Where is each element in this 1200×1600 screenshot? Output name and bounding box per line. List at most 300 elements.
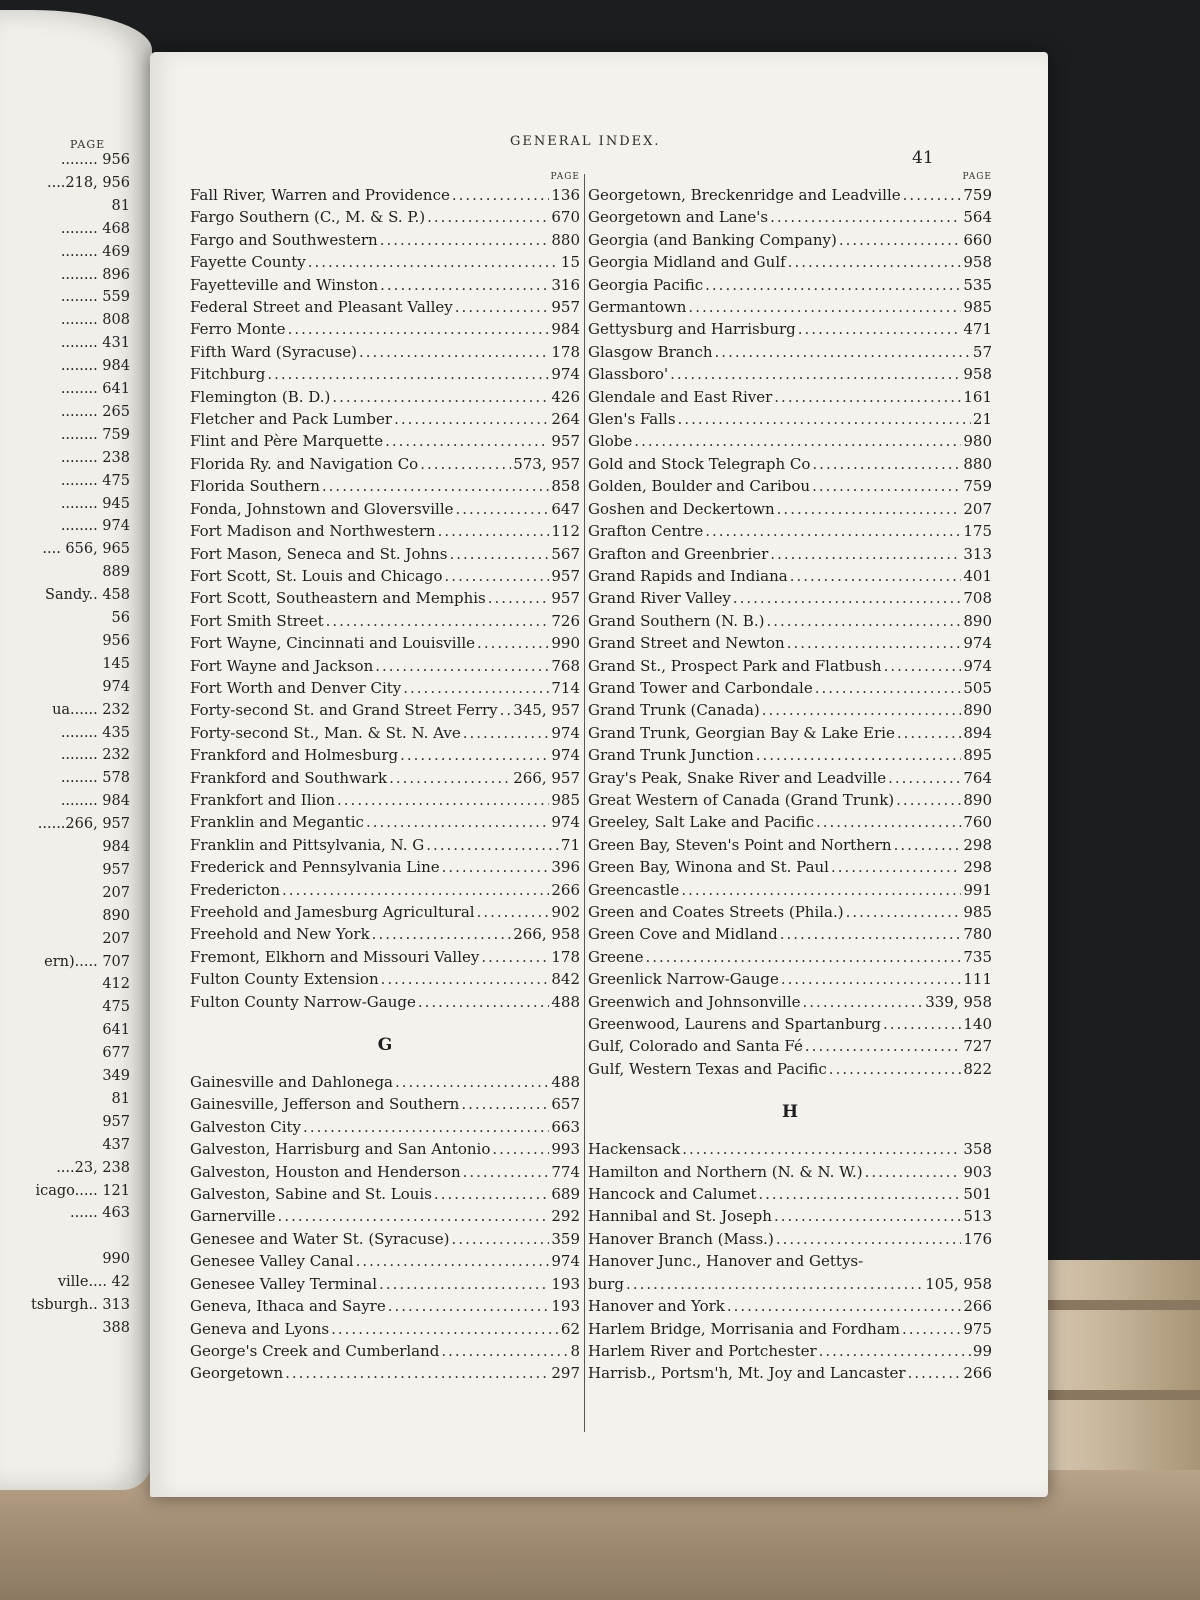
dot-leader [400,744,549,766]
section-letter-h: H [781,1102,799,1123]
entry-page: 974 [551,365,580,384]
index-entry [588,856,992,878]
entry-page: 99 [972,1341,992,1360]
entry-name: Flint and Père Marquette [190,432,384,451]
dot-leader [758,1183,961,1205]
dot-leader [715,341,971,363]
entry-name: Grand Southern (N. B.) [588,611,765,630]
dot-leader [770,206,961,228]
entry-name: Galveston, Houston and Henderson [190,1162,461,1181]
entry-name: Fort Wayne, Cincinnati and Louisville [190,634,476,653]
facing-page-fragment: 56 [111,610,130,626]
dot-leader [420,453,511,475]
dot-leader [285,1362,549,1384]
entry-name: Glen's Falls [588,410,676,429]
dot-leader [463,1161,550,1183]
index-entry [190,610,580,632]
facing-page-fragment: ...... 463 [70,1205,130,1222]
index-entry [190,453,580,475]
entry-name: Fargo and Southwestern [190,230,378,249]
entry-name: Glassboro' [588,365,669,384]
index-entry [588,475,992,497]
page-number: 41 [912,148,934,168]
entries-g-continued [588,184,992,1080]
index-entry [588,206,992,228]
entry-page: 57 [972,342,992,361]
index-entry [190,699,580,721]
dot-leader [308,251,559,273]
entry-name: Hanover and York [588,1297,725,1316]
entry-page: 573, 957 [513,454,580,473]
facing-page-fragment: 388 [102,1319,130,1336]
entry-name: Fulton County Extension [190,970,379,989]
entry-page: 768 [551,656,580,675]
dot-leader [359,341,549,363]
index-entry [190,1295,580,1317]
index-entry [190,811,580,833]
facing-page-fragment: icago..... 121 [35,1182,130,1199]
dot-leader [888,767,961,789]
entry-page: 858 [551,477,580,496]
index-entry [190,1138,580,1160]
facing-page-fragment: 475 [102,999,130,1016]
dot-leader [380,229,550,251]
dot-leader [477,901,550,923]
facing-page-fragment: 207 [102,930,130,947]
entry-name: Georgetown [190,1364,284,1383]
entry-name: Grand Trunk (Canada) [588,701,760,720]
dot-leader [816,811,961,833]
facing-page-fragment: ........ 945 [60,495,130,512]
entry-page: 266 [551,880,580,899]
dot-leader [678,408,971,430]
dot-leader [326,610,550,632]
entry-page: 660 [963,230,992,249]
index-entry [190,879,580,901]
entry-page: 880 [551,230,580,249]
dot-leader [426,834,559,856]
facing-page-fragment: .... 656, 965 [42,541,130,558]
index-entry [588,184,992,206]
dot-leader [372,923,512,945]
dot-leader [705,520,961,542]
facing-page-fragment: 207 [102,884,130,901]
entry-page: 193 [551,1274,580,1293]
index-entry [588,968,992,990]
entry-name: Fort Madison and Northwestern [190,522,436,541]
index-entry [190,1340,580,1362]
entry-name: Fitchburg [190,365,266,384]
index-entry [588,1058,992,1080]
entry-name: Freehold and Jamesburg Agricultural [190,903,475,921]
dot-leader [375,655,549,677]
index-entry [190,363,580,385]
dot-leader [626,1273,923,1295]
entry-page: 890 [963,611,992,630]
dot-leader [634,430,961,452]
entry-name: Fonda, Johnstown and Gloversville [190,499,454,518]
index-entry [588,677,992,699]
index-entry [588,1161,992,1183]
entry-name: Frederick and Pennsylvania Line [190,858,440,877]
entry-page: 401 [963,566,992,585]
dot-leader [774,1205,961,1227]
entry-name: Greenwood, Laurens and Spartanburg [588,1015,881,1034]
dot-leader [488,587,550,609]
entry-page: 488 [551,1073,580,1092]
entry-page: 316 [551,275,580,294]
dot-leader [434,1183,549,1205]
entry-name: Frankford and Southwark [190,768,388,787]
entry-name: Great Western of Canada (Grand Trunk) [588,790,895,809]
entry-page: 513 [963,1207,992,1226]
entry-page: 266, 958 [513,925,580,944]
entry-name: Florida Southern [190,477,320,496]
facing-page-fragment: ern)..... 707 [44,953,130,970]
entry-page: 975 [963,1319,992,1338]
entry-page: 8 [570,1341,580,1360]
entry-name: Franklin and Megantic [190,813,364,832]
index-entry [190,744,580,766]
dot-leader [896,789,961,811]
index-column-left [190,172,580,1385]
dot-leader [774,386,961,408]
entry-name: Georgia (and Banking Company) [588,230,837,249]
dot-leader [770,543,961,565]
entry-page: 71 [560,835,580,854]
entry-page: 176 [963,1229,992,1248]
facing-page-fragment: 890 [102,907,130,924]
entry-name: Germantown [588,298,687,317]
entry-name: Hamilton and Northern (N. & N. W.) [588,1162,863,1181]
index-entry [190,274,580,296]
index-entry [588,923,992,945]
index-entry [588,453,992,475]
facing-page-fragment: 349 [102,1068,130,1084]
column-heading-page: PAGE [550,172,580,182]
entry-page: 111 [963,970,992,989]
index-entry [588,699,992,721]
facing-page-fragment: ....218, 956 [46,174,130,191]
index-entry [588,655,992,677]
index-entry [588,1273,992,1295]
entry-name: Galveston, Harrisburg and San Antonio [190,1140,491,1159]
facing-page-fragment: 145 [102,655,130,672]
dot-leader [267,363,549,385]
entry-name: Frankford and Holmesburg [190,746,399,765]
index-entry [588,565,992,587]
entry-name: Grand River Valley [588,589,731,608]
facing-page-fragment: ........ 435 [60,724,130,741]
index-entry [190,856,580,878]
facing-page-fragment: ........ 431 [60,335,130,352]
facing-page-fragment: ........ 468 [60,220,130,237]
entry-name: Galveston City [190,1117,302,1136]
index-entry [190,1228,580,1250]
facing-page-fragment: 974 [102,678,130,695]
entry-page: 957 [551,566,580,585]
entry-page: 890 [963,701,992,720]
index-entry [190,229,580,251]
entry-page: 564 [963,208,992,227]
dot-leader [438,520,550,542]
dot-leader [403,677,549,699]
dot-leader [450,543,550,565]
entry-page: 266 [963,1297,992,1316]
index-entry [190,386,580,408]
entry-name: Geneva and Lyons [190,1319,330,1338]
index-entry [588,610,992,632]
entry-page: 990 [551,634,580,653]
entry-page: 292 [551,1207,580,1226]
entry-page: 903 [963,1162,992,1181]
dot-leader [332,386,549,408]
entry-name: Gainesville and Dahlonega [190,1073,393,1092]
index-entry [190,1071,580,1093]
entry-page: 471 [963,320,992,339]
facing-page-fragment: ........ 759 [60,426,130,443]
dot-leader [829,1058,962,1080]
index-entry [588,1250,992,1272]
entry-name: Forty-second St. and Grand Street Ferry [190,701,498,720]
entry-name: Harlem Bridge, Morrisania and Fordham [588,1319,900,1338]
index-entry [588,251,992,273]
entry-name: Fort Wayne and Jackson [190,656,374,675]
index-entry [588,274,992,296]
dot-leader [831,856,961,878]
entry-name: Greenwich and Johnsonville [588,992,801,1011]
entry-page: 663 [551,1117,580,1136]
entry-page: 136 [551,186,580,204]
entry-page: 993 [551,1140,580,1159]
entry-name: Fayette County [190,253,306,272]
entry-name: Hanover Branch (Mass.) [588,1229,774,1248]
entry-name: Genesee and Water St. (Syracuse) [190,1229,450,1248]
dot-leader [788,251,962,273]
dot-leader [282,879,549,901]
index-entry [588,386,992,408]
entry-page: 842 [551,970,580,989]
entries-h [588,1138,992,1384]
dot-leader [839,229,962,251]
dot-leader [445,565,550,587]
entries-f [190,184,580,1013]
facing-page-fragment: 990 [102,1251,130,1268]
dot-leader [902,1318,961,1340]
facing-page-fragment: 984 [102,839,130,855]
dot-leader [756,744,962,766]
entry-name: Fall River, Warren and Providence [190,186,450,204]
entry-page: 535 [963,275,992,294]
index-entry [588,901,992,923]
index-entry [588,789,992,811]
column-heading-page: PAGE [962,172,992,182]
index-entry [588,767,992,789]
entry-name: Genesee Valley Terminal [190,1274,378,1293]
facing-page-fragment: 677 [102,1045,130,1062]
entry-name: Gray's Peak, Snake River and Leadville [588,768,887,787]
entry-page: 15 [560,253,580,272]
dot-leader [366,811,549,833]
entry-page: 764 [963,768,992,787]
dot-leader [452,184,550,206]
facing-page-fragment: ........ 469 [60,243,130,260]
dot-leader [477,632,549,654]
dot-leader [500,699,512,721]
index-entry [190,1183,580,1205]
entry-page: 735 [963,947,992,966]
entry-name: Grand Tower and Carbondale [588,678,813,697]
index-entry [588,296,992,318]
index-entry [588,1340,992,1362]
dot-leader [681,879,961,901]
entry-page: 974 [963,656,992,675]
entry-name: Gulf, Colorado and Santa Fé [588,1037,803,1056]
dot-leader [819,1340,971,1362]
facing-page-fragment: ........ 641 [60,381,130,397]
entry-page: 178 [551,947,580,966]
facing-page-fragment: 81 [111,1090,130,1107]
dot-leader [303,1116,549,1138]
dot-leader [781,968,962,990]
dot-leader [688,296,961,318]
index-entry [588,363,992,385]
dot-leader [394,408,549,430]
entry-name: George's Creek and Cumberland [190,1341,440,1360]
index-entry [588,408,992,430]
entry-name: Fort Scott, St. Louis and Chicago [190,566,443,585]
index-entry [588,498,992,520]
entry-name: Fort Worth and Denver City [190,678,402,697]
dot-leader [766,610,961,632]
index-entry [588,587,992,609]
entry-page: 984 [551,320,580,339]
facing-page-fragment: Sandy.. 458 [45,587,130,604]
entry-name: Harrisb., Portsm'h, Mt. Joy and Lancaster [588,1364,906,1383]
facing-page-fragment: ....23, 238 [56,1159,130,1176]
facing-page-fragment: ........ 238 [60,449,130,466]
dot-leader [452,1228,550,1250]
dot-leader [883,1013,961,1035]
entry-page: 957 [551,589,580,608]
index-entry [190,1116,580,1138]
dot-leader [894,834,962,856]
dot-leader [492,1138,549,1160]
facing-page-fragment: ........ 475 [60,472,130,489]
facing-page-fragment: ......266, 957 [37,816,130,833]
entry-page: 880 [963,454,992,473]
entry-page: 780 [963,925,992,944]
facing-page-fragment: 956 [102,632,130,649]
entry-name: Hanover Junc., Hanover and Gettys- [588,1252,864,1271]
entry-page: 670 [551,208,580,227]
entry-page: 957 [551,432,580,451]
entry-name: Greenlick Narrow-Gauge [588,970,779,989]
index-entry [190,184,580,206]
entry-page: 958 [963,253,992,272]
index-entry [190,498,580,520]
dot-leader [798,318,962,340]
entry-page: 140 [963,1015,992,1034]
entry-page: 647 [551,499,580,518]
index-entry [588,1318,992,1340]
entry-page: 193 [551,1297,580,1316]
facing-page-fragment: ........ 232 [60,747,130,764]
entry-name: Federal Street and Pleasant Valley [190,298,453,317]
dot-leader [776,1228,962,1250]
entry-name: Florida Ry. and Navigation Co [190,454,419,473]
facing-page-fragment: 81 [111,197,130,214]
entry-name: Georgetown and Lane's [588,208,769,227]
column-divider [584,174,585,1432]
dot-leader [908,1362,962,1384]
facing-page-fragment: ........ 808 [60,312,130,329]
entry-page: 505 [963,678,992,697]
entry-name: Greene [588,947,644,966]
entry-page: 689 [551,1185,580,1204]
index-entry [588,879,992,901]
index-entry [190,341,580,363]
entry-name: Hannibal and St. Joseph [588,1207,772,1226]
facing-page-fragment: tsburgh.. 313 [31,1297,130,1313]
entry-name: Fulton County Narrow-Gauge [190,992,416,1011]
entry-page: 62 [560,1319,580,1338]
entry-name: burg [588,1274,625,1293]
index-entry [190,251,580,273]
entry-name: Green Bay, Steven's Point and Northern [588,835,892,854]
entry-page: 266 [963,1364,992,1383]
facing-page-fragment: ville.... 42 [57,1274,130,1291]
entry-name: Galveston, Sabine and St. Louis [190,1185,432,1204]
index-entry [588,318,992,340]
entry-name: Fort Smith Street [190,611,324,630]
entry-name: Hackensack [588,1140,681,1159]
entry-page: 759 [963,477,992,496]
facing-page-fragment: 412 [102,976,130,993]
index-entry [190,1093,580,1115]
entry-page: 714 [551,678,580,697]
entry-page: 313 [963,544,992,563]
entry-name: Gettysburg and Harrisburg [588,320,796,339]
index-entry [190,677,580,699]
dot-leader [288,318,550,340]
entry-page: 112 [551,522,580,541]
index-entry [588,1228,992,1250]
dot-leader [777,498,962,520]
index-entry [588,946,992,968]
entry-name: Glendale and East River [588,387,773,406]
index-entry [588,520,992,542]
facing-page-fragment: ua...... 232 [52,701,130,718]
facing-page-fragment: ........ 956 [60,152,130,168]
dot-leader [897,722,962,744]
entry-page: 985 [963,298,992,317]
dot-leader [733,587,962,609]
entry-page: 298 [963,858,992,877]
dot-leader [884,655,962,677]
entry-page: 958 [963,365,992,384]
index-entry [190,1161,580,1183]
index-entry [588,1035,992,1057]
index-entry [190,296,580,318]
entry-name: Fifth Ward (Syracuse) [190,342,358,361]
entry-name: Geneva, Ithaca and Sayre [190,1297,386,1316]
entry-page: 985 [551,790,580,809]
entry-name: Genesee Valley Canal [190,1252,354,1271]
entry-name: Grafton Centre [588,522,704,541]
index-entry [190,318,580,340]
index-entry [190,722,580,744]
